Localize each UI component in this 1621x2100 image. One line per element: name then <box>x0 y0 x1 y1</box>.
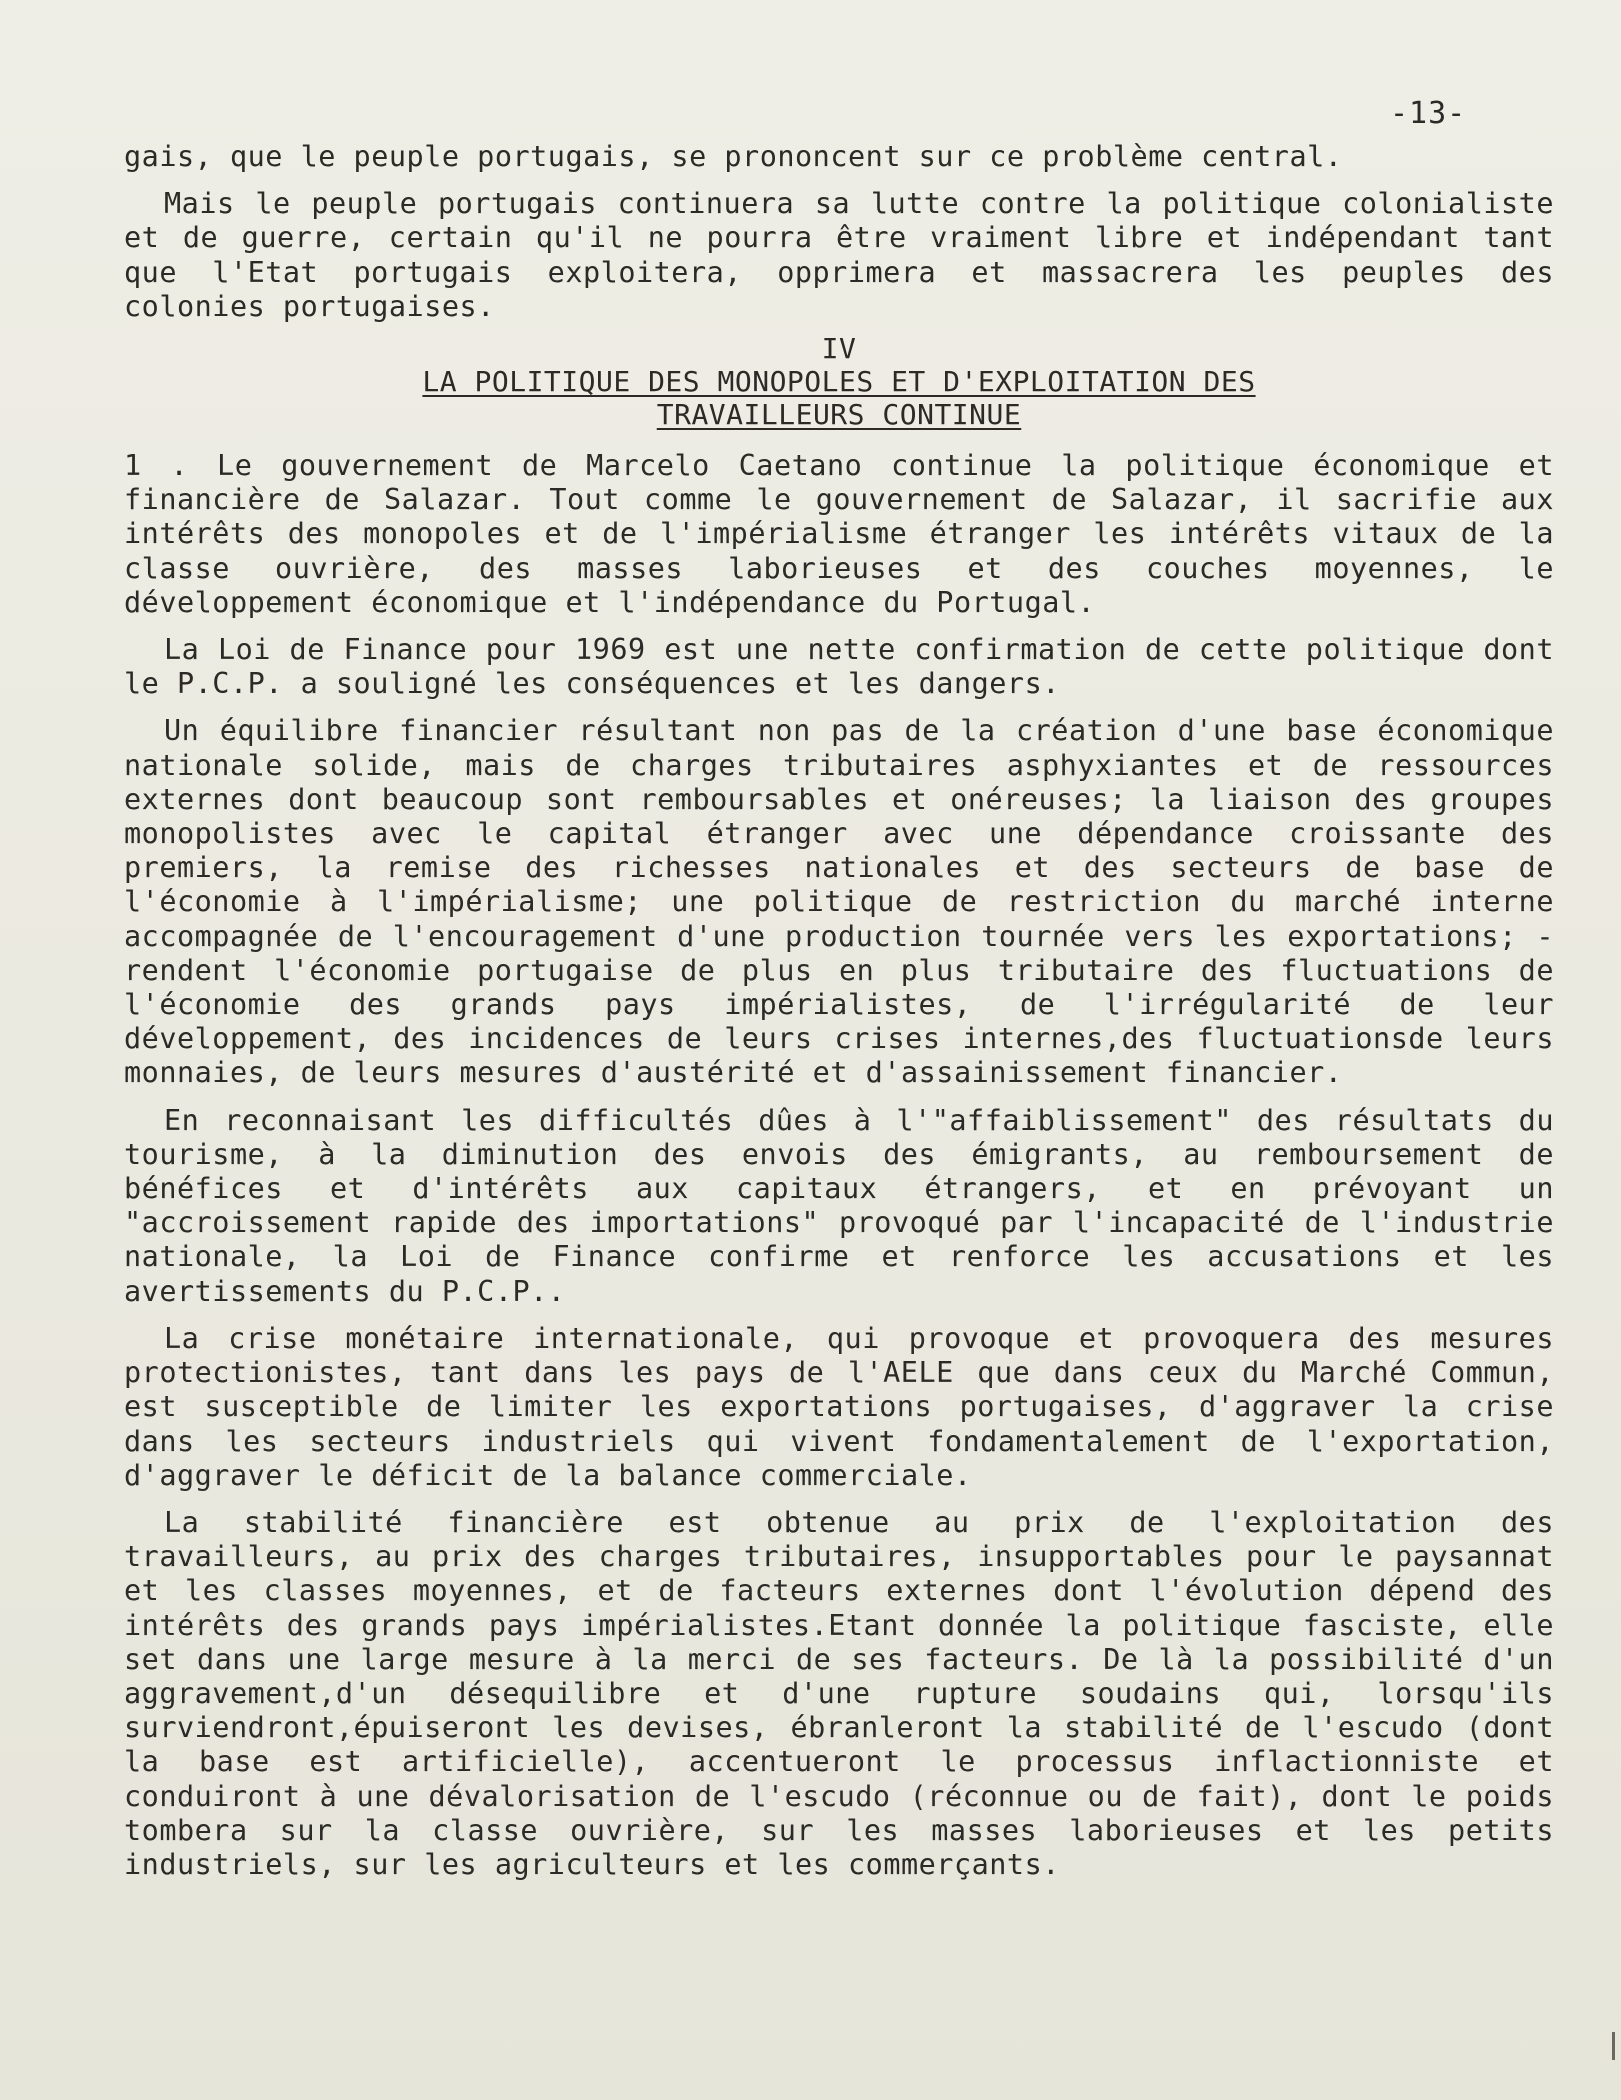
section-title-line-1: LA POLITIQUE DES MONOPOLES ET D'EXPLOITATION DES <box>422 365 1256 399</box>
section-title-line-2: TRAVAILLEURS CONTINUE <box>656 398 1022 432</box>
section-numeral: IV <box>821 332 857 366</box>
paragraph: La Loi de Finance pour 1969 est une nette confirmation de cette politique dont le P.C.P. a souligné les conséquences et les dangers. <box>124 633 1554 701</box>
page-edge-mark <box>1612 2032 1615 2060</box>
paragraph: La crise monétaire internationale, qui provoque et provoquera des mesures protectionistes, tant dans les pays de l'AELE que dans ceux du Marché Commun, est susceptible de limiter les exportations portugaises, d'aggraver la crise dans les secteurs industriels qui vivent fondamentalement de l'exportation, d'aggraver le déficit de la balance commerciale. <box>124 1321 1554 1492</box>
paragraph: Un équilibre financier résultant non pas de la création d'une base économique nationale solide, mais de charges tributaires asphyxiantes et de ressources externes dont beaucoup sont remboursables et onéreuses; la liaison des groupes monopolistes avec le capital étranger avec une dépendance croissante des premiers, la remise des richesses nationales et des secteurs de base de l'économie à l'impérialisme; une politique de restriction du marché interne accompagnée de l'encouragement d'une production tournée vers les exportations; - rendent l'économie portugaise de plus en plus tributaire des fluctuations de l'économie des grands pays impérialistes, de l'irrégularité de leur développement, des incidences de leurs crises internes,des fluctuationsde leurs monnaies, de leurs mesures d'austérité et d'assainissement financier. <box>124 714 1554 1090</box>
section-title <box>124 365 1554 398</box>
paragraph: 1 . Le gouvernement de Marcelo Caetano continue la politique économique et financière de Salazar. Tout comme le gouvernement de Salazar, il sacrifie aux intérêts des monopoles et de l'impérialisme étranger les intérêts vitaux de la classe ouvrière, des masses laborieuses et des couches moyennes, le développement économique et l'indépendance du Portugal. <box>124 449 1554 619</box>
paragraph: La stabilité financière est obtenue au prix de l'exploitation des travailleurs, au prix des charges tributaires, insupportables pour le paysannat et les classes moyennes, et de facteurs externes dont l'évolution dépend des intérêts des grands pays impérialistes.Etant donnée la politique fasciste, elle set dans une large mesure à la merci de ses facteurs. De là la possibilité d'un aggravement,d'un désequilibre et d'une rupture soudains qui, lorsqu'ils surviendront,épuiseront les devises, ébranleront la stabilité de l'escudo (dont la base est artificielle), accentueront le processus inflactionniste et conduiront à une dévalorisation de l'escudo (réconnue ou de fait), dont le poids tombera sur la classe ouvrière, sur les masses laborieuses et les petits industriels, sur les agriculteurs et les commerçants. <box>124 1505 1554 1881</box>
paragraph-continuation: gais, que le peuple portugais, se prononcent sur ce problème central. <box>124 140 1343 173</box>
paragraph: Mais le peuple portugais continuera sa lutte contre la politique colonialiste et de guerre, certain qu'il ne pourra être vraiment libre et indépendant tant que l'Etat portugais exploitera, opprimera et massacrera les peuples des colonies portugaises. <box>124 187 1554 323</box>
body-text <box>124 140 1554 1882</box>
page-number: -13- <box>1390 96 1467 131</box>
paragraph: En reconnaisant les difficultés dûes à l'"affaiblissement" des résultats du tourisme, à la diminution des envois des émigrants, au remboursement de bénéfices et d'intérêts aux capitaux étrangers, et en prévoyant un "accroissement rapide des importations" provoqué par l'incapacité de l'industrie nationale, la Loi de Finance confirme et renforce les accusations et les avertissements du P.C.P.. <box>124 1103 1554 1308</box>
